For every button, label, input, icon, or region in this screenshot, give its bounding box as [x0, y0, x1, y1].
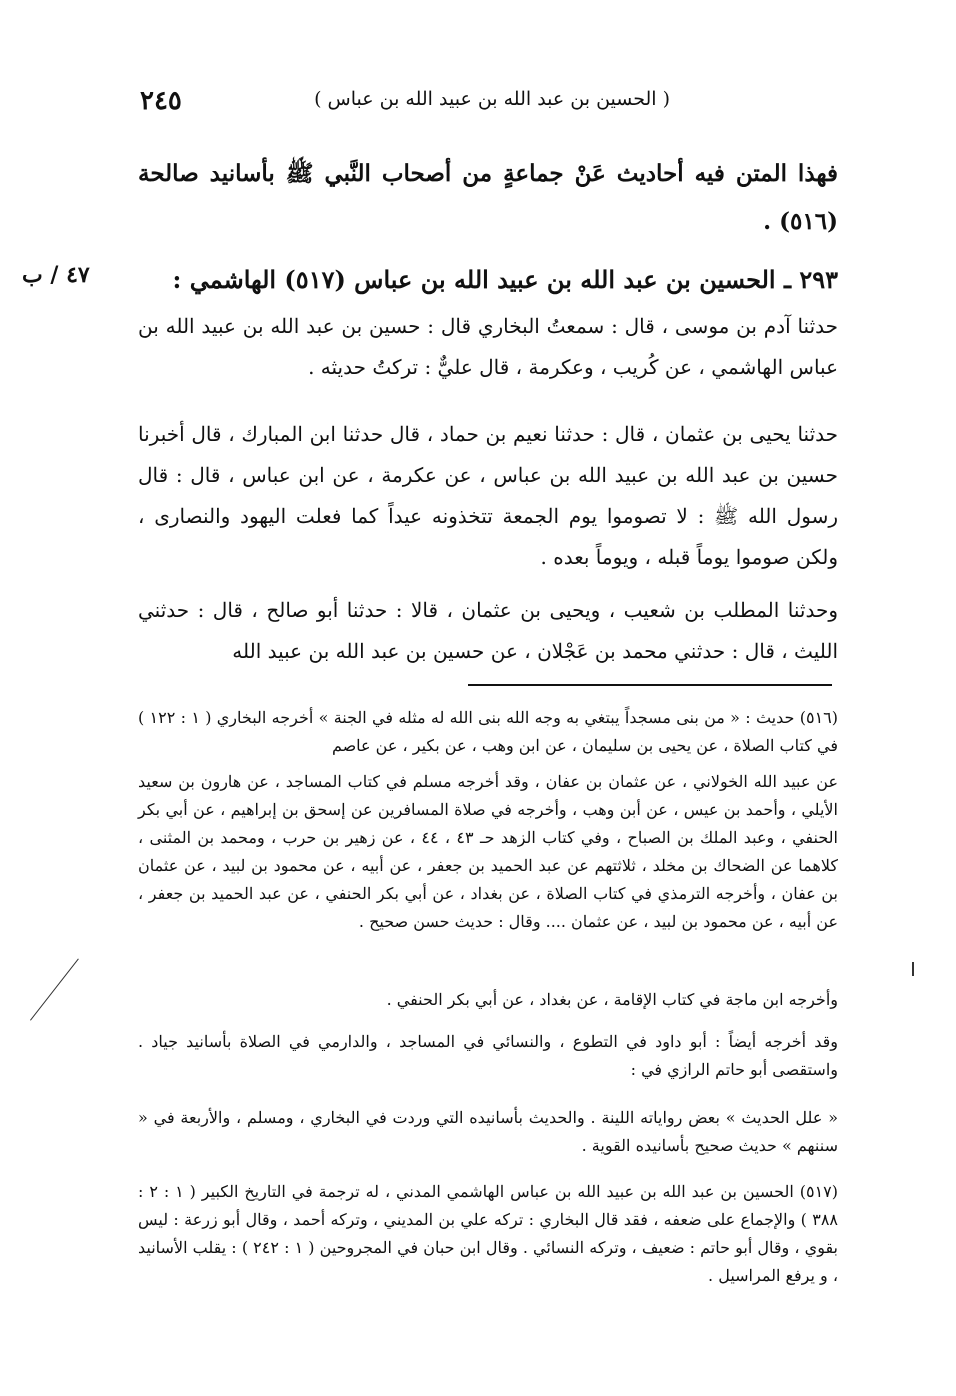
margin-pencil-mark	[30, 959, 79, 1021]
footnote-516-conclusion: « علل الحديث » بعض رواياته اللينة . والحديث بأسانيده التي وردت في البخاري ، ومسلم ، والأربعة في « سننهم » حديث صحيح بأسانيده القوية .	[138, 1108, 839, 1155]
margin-tick-mark	[912, 962, 914, 976]
footnote-516-other-sources: وقد أخرجه أيضاً : أبو داود في التطوع ، والنسائي في المساجد ، والدارمي في الصلاة بأسانيد جياد . واستقصى أبو حاتم الرازي في :	[138, 1032, 838, 1079]
page-header	[140, 86, 830, 118]
intro-paragraph: فهذا المتن فيه أحاديث عَنْ جماعةٍ من أصحاب النَّبي ﷺ بأسانيد صالحة (٥١٦) .	[138, 160, 838, 235]
body-paragraph-3: وحدثنا المطلب بن شعيب ، ويحيى بن عثمان ، قالا : حدثنا أبو صالح ، قال : حدثني الليث ، قال : حدثني محمد بن عَجْلان ، عن حسين بن عبد الله بن عبيد الله	[138, 598, 838, 663]
footnote-517: (٥١٧) الحسين بن عبد الله بن عبيد الله بن عباس الهاشمي المدني ، له ترجمة في التاريخ الكبير ( ١ : ٢ : ٣٨٨ ) والإجماع على ضعفه ، فقد قال البخاري : تركه علي بن المديني ، وتركه أحمد ، وقال أبو زرعة : ليس بقوي ، وقال أبو حاتم : ضعيف ، وتركه النسائي . وقال ابن حبان في المجروحين ( ١ : ٢٤٢ ) : يقلب الأسانيد ، و يرفع المراسيل .	[138, 1182, 839, 1285]
body-paragraph-2: حدثنا يحيى بن عثمان ، قال : حدثنا نعيم بن حماد ، قال حدثنا ابن المبارك ، قال أخبرنا حسين بن عبد الله بن عبيد الله بن عباس ، عن عكرمة ، عن ابن عباس ، قال : قال رسول الله ﷺ : لا تصوموا يوم الجمعة تتخذونه عيداً كما فعلت اليهود والنصارى ، ولكن صوموا يوماً قبله ، ويوماً بعده .	[138, 422, 838, 569]
footnote-516: (٥١٦) حديث : « من بنى مسجداً يبتغي به وجه الله بنى الله له مثله في الجنة » أخرجه البخاري ( ١ : ١٢٢ ) في كتاب الصلاة ، عن يحيى بن سليمان ، عن ابن وهب ، عن بكير ، عن عاصم	[138, 708, 838, 755]
footnote-516-continued: عن عبيد الله الخولاني ، عن عثمان بن عفان ، وقد أخرجه مسلم في كتاب المساجد ، عن هارون بن سعيد الأيلي ، وأحمد بن عيس ، عن أبن وهب ، وأخرجه في صلاة المسافرين عن إسحق بن إبراهيم ، عن أبي بكر الحنفي ، وعبد الملك بن الصباح ، وفي كتاب الزهد حـ ٤٣ ، ٤٤ ، عن زهير بن حرب ، ومحمد بن المثنى ، كلاهما عن الضحاك بن مخلد ، ثلاثتهم عن عبد الحميد بن جعفر ، عن أبيه ، عن محمود بن لبيد ، عن عثمان بن عفان ، وأخرجه الترمذي في كتاب الصلاة ، عن بغداد ، عن أبي بكر الحنفي ، عن عبد الحميد بن جعفر ، عن أبيه ، عن محمود بن لبيد ، عن عثمان .... وقال : حديث حسن صحيح .	[138, 772, 839, 931]
page-number: ٢٤٥	[140, 86, 182, 116]
footnote-516-ibn-majah: وأخرجه ابن ماجة في كتاب الإقامة ، عن بغداد ، عن أبي بكر الحنفي .	[386, 990, 838, 1009]
entry-heading: ٢٩٣ ـ الحسين بن عبد الله بن عبيد الله بن عباس (٥١٧) الهاشمي :	[172, 265, 838, 294]
body-paragraph-1: حدثنا آدم بن موسى ، قال : سمعتُ البخاري قال : حسين بن عبد الله بن عبيد الله بن عباس الهاشمي ، عن كُريب ، وعكرمة ، قال عليٌّ : تركتُ حديثه .	[138, 314, 838, 379]
manuscript-folio-note: ٤٧ / ب	[22, 262, 90, 288]
footnote-separator	[468, 684, 832, 686]
running-title: ( الحسين بن عبد الله بن عبيد الله بن عباس )	[314, 88, 670, 110]
